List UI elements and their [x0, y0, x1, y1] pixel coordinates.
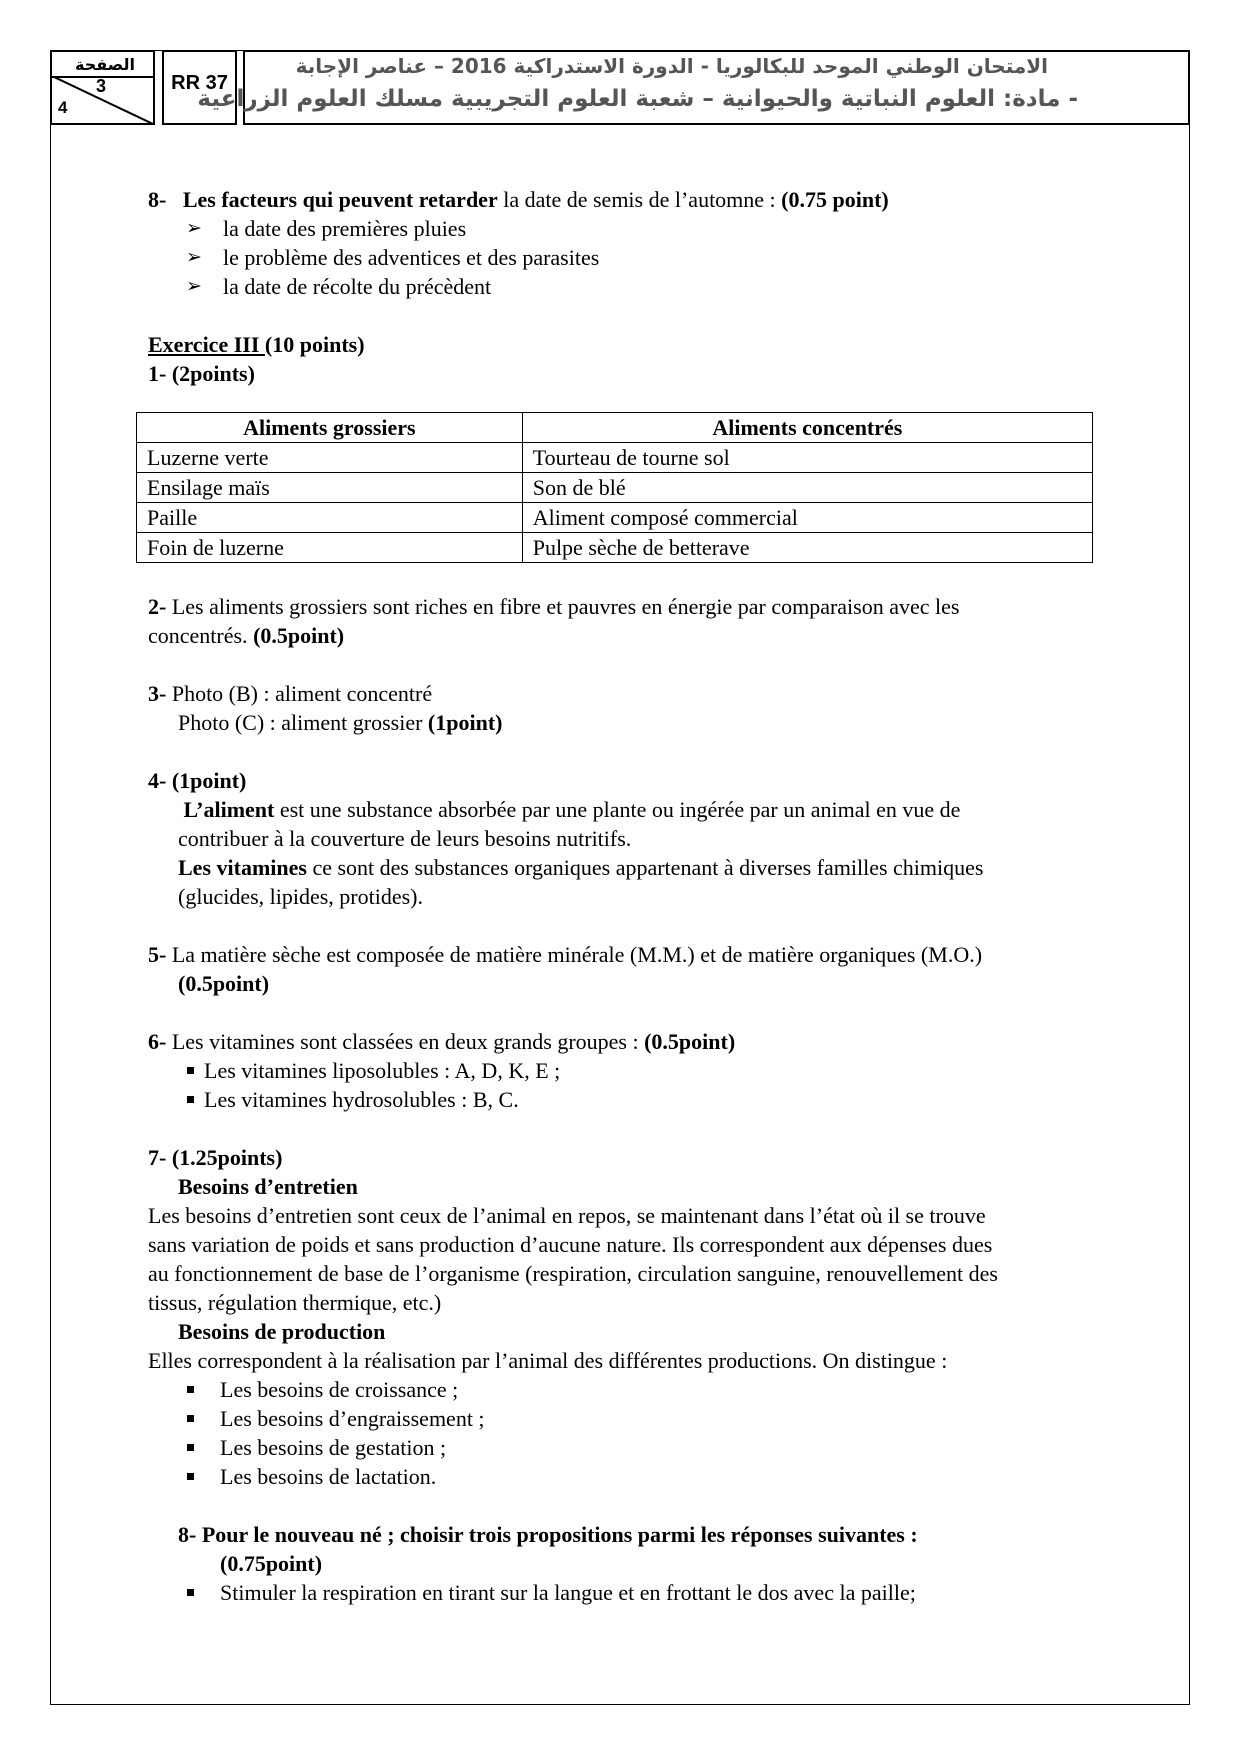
- q7-p1-line: Les besoins d’entretien sont ceux de l’animal en repos, se maintenant dans l’état où il se trouve: [148, 1203, 986, 1228]
- q2-line1: [148, 592, 1138, 621]
- list-item: Les vitamines hydrosolubles : B, C.: [148, 1085, 1138, 1114]
- q1-heading: [148, 359, 1138, 388]
- q2-num: 2-: [148, 594, 167, 619]
- table-row: [137, 443, 1093, 473]
- q8a-list: [148, 214, 1138, 301]
- q2-line2: [148, 621, 1138, 650]
- q5-points: (0.5point): [178, 971, 270, 996]
- q8a-num: 8-: [148, 187, 167, 212]
- q4-heading: [148, 766, 1138, 795]
- table-cell: Luzerne verte: [137, 443, 523, 473]
- exercise-3-points: (10 points): [264, 332, 365, 357]
- q7-label: 7- (1.25points): [148, 1145, 283, 1170]
- list-item: Les besoins d’engraissement ;: [148, 1404, 1138, 1433]
- list-item: ➢ le problème des adventices et des parasites: [148, 243, 1138, 272]
- exam-code: RR 37: [171, 72, 228, 94]
- q2-text2: concentrés.: [148, 623, 254, 648]
- q8b-heading: [148, 1520, 1138, 1549]
- q2-text1: Les aliments grossiers sont riches en fibre et pauvres en énergie par comparaison avec les: [166, 594, 960, 619]
- q8b-list: [148, 1578, 1138, 1607]
- q3-text2: Photo (C) : aliment grossier: [178, 710, 428, 735]
- table-row: [137, 503, 1093, 533]
- table-cell: Paille: [137, 503, 523, 533]
- list-item: Les besoins de croissance ;: [148, 1375, 1138, 1404]
- q8a-text: la date de semis de l’automne :: [497, 187, 782, 212]
- q7-subheading-entretien: [148, 1172, 1138, 1201]
- table-cell: Aliment composé commercial: [522, 503, 1092, 533]
- q5-text: La matière sèche est composée de matière minérale (M.M.) et de matière organiques (M.O.): [166, 942, 983, 967]
- q8b-label: 8- Pour le nouveau né ; choisir trois propositions parmi les réponses suivantes :: [178, 1522, 918, 1547]
- q7-p2: Elles correspondent à la réalisation par l’animal des différentes productions. On distingue :: [148, 1348, 948, 1373]
- q4-def1-line2: contribuer à la couverture de leurs besoins nutritifs.: [178, 826, 632, 851]
- page-label: الصفحة: [74, 55, 135, 74]
- exam-title-line1: الامتحان الوطني الموحد للبكالوريا - الدورة الاستدراكية 2016 – عناصر الإجابة: [295, 54, 1048, 78]
- q2-points: (0.5point): [253, 623, 345, 648]
- q4-def1-text1: est une substance absorbée par une plante ou ingérée par un animal en vue de: [274, 797, 961, 822]
- table-cell: Ensilage maïs: [137, 473, 523, 503]
- q7-p1-line: sans variation de poids et sans production d’aucune nature. Ils correspondent aux dépenses dues: [148, 1232, 993, 1257]
- q7-p1-line: au fonctionnement de base de l’organisme (respiration, circulation sanguine, renouvellement des: [148, 1261, 998, 1286]
- list-item: ➢ la date de récolte du précèdent: [148, 272, 1138, 301]
- q4-label: 4- (1point): [148, 768, 247, 793]
- q7-list: [148, 1375, 1138, 1491]
- table-cell: Pulpe sèche de betterave: [522, 533, 1092, 563]
- q4-def2-text1: ce sont des substances organiques appartenant à diverses familles chimiques: [306, 855, 984, 880]
- q5-line2: [148, 969, 1138, 998]
- table-cell: Son de blé: [522, 473, 1092, 503]
- table-row: [137, 473, 1093, 503]
- q8b-points-line: [148, 1549, 1138, 1578]
- q5-num: 5-: [148, 942, 167, 967]
- table-cell: Foin de luzerne: [137, 533, 523, 563]
- q3-line1: [148, 679, 1138, 708]
- q4-def1-term: L’aliment: [183, 797, 275, 822]
- table-header-row: [137, 413, 1093, 443]
- exercise-3-title: Exercice III: [148, 332, 265, 357]
- list-item: Les vitamines liposolubles : A, D, K, E ;: [148, 1056, 1138, 1085]
- aliments-table: [136, 412, 1093, 563]
- q1-label: 1- (2points): [148, 361, 255, 386]
- q7-p1-line: tissus, régulation thermique, etc.): [148, 1290, 442, 1315]
- q6-num: 6-: [148, 1029, 167, 1054]
- q3-num: 3-: [148, 681, 167, 706]
- q6-points: (0.5point): [644, 1029, 736, 1054]
- q6-heading: [148, 1027, 1138, 1056]
- q7-h2: Besoins de production: [178, 1319, 386, 1344]
- q7-h1: Besoins d’entretien: [178, 1174, 358, 1199]
- list-item: Les besoins de gestation ;: [148, 1433, 1138, 1462]
- q6-text: Les vitamines sont classées en deux grands groupes :: [166, 1029, 645, 1054]
- q7-subheading-production: [148, 1317, 1138, 1346]
- q7-heading: [148, 1143, 1138, 1172]
- q3-text1: Photo (B) : aliment concentré: [166, 681, 433, 706]
- page-current: 3: [96, 76, 107, 96]
- q8a-bold: Les facteurs qui peuvent retarder: [182, 187, 498, 212]
- table-row: [137, 533, 1093, 563]
- q8b-points: (0.75point): [220, 1551, 323, 1576]
- q4-def1-line1: [148, 795, 1138, 824]
- column-header: Aliments concentrés: [522, 413, 1092, 443]
- answer-content: [148, 185, 1138, 1607]
- q8a-heading: [148, 185, 1138, 214]
- page-total: 4: [58, 98, 68, 117]
- list-item: ➢ la date des premières pluies: [148, 214, 1138, 243]
- q3-line2: [148, 708, 1138, 737]
- q4-def2-line1: [148, 853, 1138, 882]
- q8a-points: (0.75 point): [781, 187, 889, 212]
- q4-def2-term: Les vitamines: [178, 855, 307, 880]
- table-cell: Tourteau de tourne sol: [522, 443, 1092, 473]
- exam-title-line2: - مادة: العلوم النباتية والحيوانية – شعبة العلوم التجريبية مسلك العلوم الزراعية: [197, 86, 1078, 112]
- column-header: Aliments grossiers: [137, 413, 523, 443]
- page-number-box: [50, 50, 155, 125]
- q3-points: (1point): [427, 710, 503, 735]
- q4-def2-line2: (glucides, lipides, protides).: [178, 884, 424, 909]
- q5-line1: [148, 940, 1138, 969]
- list-item: Stimuler la respiration en tirant sur la langue et en frottant le dos avec la paille;: [148, 1578, 1138, 1607]
- list-item: Les besoins de lactation.: [148, 1462, 1138, 1491]
- exercise-3-heading: [148, 330, 1138, 359]
- q6-list: [148, 1056, 1138, 1114]
